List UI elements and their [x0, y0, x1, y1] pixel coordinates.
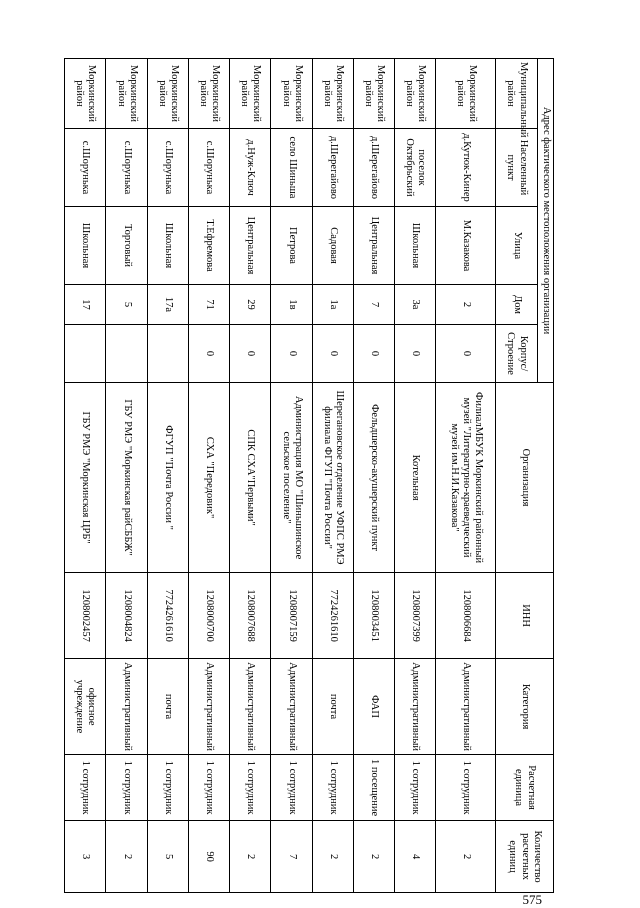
cell-count: 7	[271, 821, 312, 893]
cell-unit: 1 сотрудник	[230, 755, 271, 821]
cell-locality: с.Шорунька	[188, 129, 229, 207]
cell-unit: 1 посещение	[353, 755, 394, 821]
rotated-page	[64, 58, 554, 892]
cell-count: 3	[65, 821, 106, 893]
cell-locality: с.Шорунька	[147, 129, 188, 207]
cell-locality: д.Шерегайово	[312, 129, 353, 207]
col-header-organization: Организация	[496, 383, 554, 573]
cell-building	[65, 325, 106, 383]
col-header-category: Категория	[496, 659, 554, 755]
cell-locality: с.Шорунька	[65, 129, 106, 207]
col-header-locality: Населенный пункт	[496, 129, 538, 207]
cell-district: Моркинский район	[188, 59, 229, 129]
cell-category: Административный	[271, 659, 312, 755]
col-header-count: Количество расчетных единиц	[496, 821, 554, 893]
cell-house: 7	[353, 285, 394, 325]
page-number: 575	[522, 892, 542, 907]
table-body	[65, 59, 496, 893]
col-header-building: Корпус/ Строение	[496, 325, 538, 383]
cell-category: офисное учреждение	[65, 659, 106, 755]
cell-locality: с.Шорунька	[106, 129, 147, 207]
cell-category: Административный	[395, 659, 436, 755]
cell-street: Петрова	[271, 207, 312, 285]
cell-inn: 1208002457	[65, 573, 106, 659]
cell-count: 90	[188, 821, 229, 893]
table-row	[312, 59, 353, 893]
cell-inn: 1208007399	[395, 573, 436, 659]
cell-house: 71	[188, 285, 229, 325]
cell-unit: 1 сотрудник	[65, 755, 106, 821]
cell-category: ФАП	[353, 659, 394, 755]
cell-locality: д.Нуж-Ключ	[230, 129, 271, 207]
cell-count: 4	[395, 821, 436, 893]
cell-building: 0	[271, 325, 312, 383]
cell-house: 1а	[312, 285, 353, 325]
cell-unit: 1 сотрудник	[147, 755, 188, 821]
cell-building: 0	[188, 325, 229, 383]
cell-category: Административный	[106, 659, 147, 755]
cell-house: 1в	[271, 285, 312, 325]
cell-category: почта	[312, 659, 353, 755]
cell-unit: 1 сотрудник	[436, 755, 496, 821]
cell-locality: д.Кутюк-Кинер	[436, 129, 496, 207]
cell-unit: 1 сотрудник	[271, 755, 312, 821]
cell-district: Моркинский район	[436, 59, 496, 129]
cell-organization: ФГУП "Почта России "	[147, 383, 188, 573]
cell-category: Административный	[188, 659, 229, 755]
cell-organization: Фельдшерско-акушерский пункт	[353, 383, 394, 573]
table-row	[436, 59, 496, 893]
cell-house: 5	[106, 285, 147, 325]
cell-street: М.Казакова	[436, 207, 496, 285]
cell-street: Школьная	[395, 207, 436, 285]
organizations-table	[64, 58, 554, 893]
cell-street: Торговый	[106, 207, 147, 285]
cell-inn: 7724261610	[147, 573, 188, 659]
cell-inn: 1208004824	[106, 573, 147, 659]
cell-district: Моркинский район	[106, 59, 147, 129]
table-row	[353, 59, 394, 893]
address-group-header: Адрес фактического местоположения организации	[538, 59, 554, 383]
cell-organization: ФилиалМБУК Моркинский районный музей "Литературно-краеведческий музей им.Н.И.Казакова"	[436, 383, 496, 573]
cell-district: Моркинский район	[353, 59, 394, 129]
cell-building: 0	[353, 325, 394, 383]
cell-locality: поселок Октябрьский	[395, 129, 436, 207]
cell-house: 3а	[395, 285, 436, 325]
cell-count: 2	[230, 821, 271, 893]
cell-building: 0	[312, 325, 353, 383]
table-row	[395, 59, 436, 893]
cell-district: Моркинский район	[230, 59, 271, 129]
cell-unit: 1 сотрудник	[106, 755, 147, 821]
table-row	[147, 59, 188, 893]
col-header-inn: ИНН	[496, 573, 554, 659]
col-header-unit: Расчетная единица	[496, 755, 554, 821]
cell-district: Моркинский район	[271, 59, 312, 129]
cell-category: Административный	[436, 659, 496, 755]
cell-inn: 1208007159	[271, 573, 312, 659]
col-header-house: Дом	[496, 285, 538, 325]
cell-organization: СХА "Передовик"	[188, 383, 229, 573]
table-row	[230, 59, 271, 893]
cell-street: Садовая	[312, 207, 353, 285]
table-row	[106, 59, 147, 893]
cell-unit: 1 сотрудник	[188, 755, 229, 821]
cell-inn: 7724261610	[312, 573, 353, 659]
cell-house: 2	[436, 285, 496, 325]
cell-category: Административный	[230, 659, 271, 755]
cell-count: 2	[353, 821, 394, 893]
cell-street: Центральная	[230, 207, 271, 285]
cell-house: 29	[230, 285, 271, 325]
cell-district: Моркинский район	[147, 59, 188, 129]
cell-category: почта	[147, 659, 188, 755]
cell-inn: 1208000700	[188, 573, 229, 659]
table-row	[271, 59, 312, 893]
rotated-table-container	[64, 58, 554, 892]
cell-unit: 1 сотрудник	[312, 755, 353, 821]
cell-count: 2	[312, 821, 353, 893]
cell-count: 2	[106, 821, 147, 893]
cell-locality: д.Шерегайово	[353, 129, 394, 207]
table-row	[188, 59, 229, 893]
cell-organization: Шерегановское отделение УФПС РМЭ филиала ФГУП "Почта России"	[312, 383, 353, 573]
cell-organization: Котельная	[395, 383, 436, 573]
cell-unit: 1 сотрудник	[395, 755, 436, 821]
cell-count: 2	[436, 821, 496, 893]
col-header-street: Улица	[496, 207, 538, 285]
cell-street: Т.Ефремова	[188, 207, 229, 285]
cell-street: Центральная	[353, 207, 394, 285]
cell-organization: Администрация МО "Шиньшинское сельское поселение"	[271, 383, 312, 573]
cell-district: Моркинский район	[312, 59, 353, 129]
cell-inn: 1208007688	[230, 573, 271, 659]
cell-building: 0	[395, 325, 436, 383]
col-header-district: Муниципальный район	[496, 59, 538, 129]
cell-inn: 1208003451	[353, 573, 394, 659]
cell-house: 17	[65, 285, 106, 325]
cell-inn: 1208006684	[436, 573, 496, 659]
cell-street: Школьная	[147, 207, 188, 285]
cell-district: Моркинский район	[65, 59, 106, 129]
cell-organization: СПК СХА"Первыми"	[230, 383, 271, 573]
cell-building: 0	[230, 325, 271, 383]
cell-count: 5	[147, 821, 188, 893]
cell-building	[147, 325, 188, 383]
cell-organization: ГБУ РМЭ "Моркинская райСББЖ"	[106, 383, 147, 573]
table-row	[65, 59, 106, 893]
cell-building	[106, 325, 147, 383]
cell-building: 0	[436, 325, 496, 383]
cell-street: Школьная	[65, 207, 106, 285]
cell-district: Моркинский район	[395, 59, 436, 129]
cell-house: 17а	[147, 285, 188, 325]
cell-locality: село Шиньша	[271, 129, 312, 207]
cell-organization: ГБУ РМЭ "Моркинская ЦРБ"	[65, 383, 106, 573]
